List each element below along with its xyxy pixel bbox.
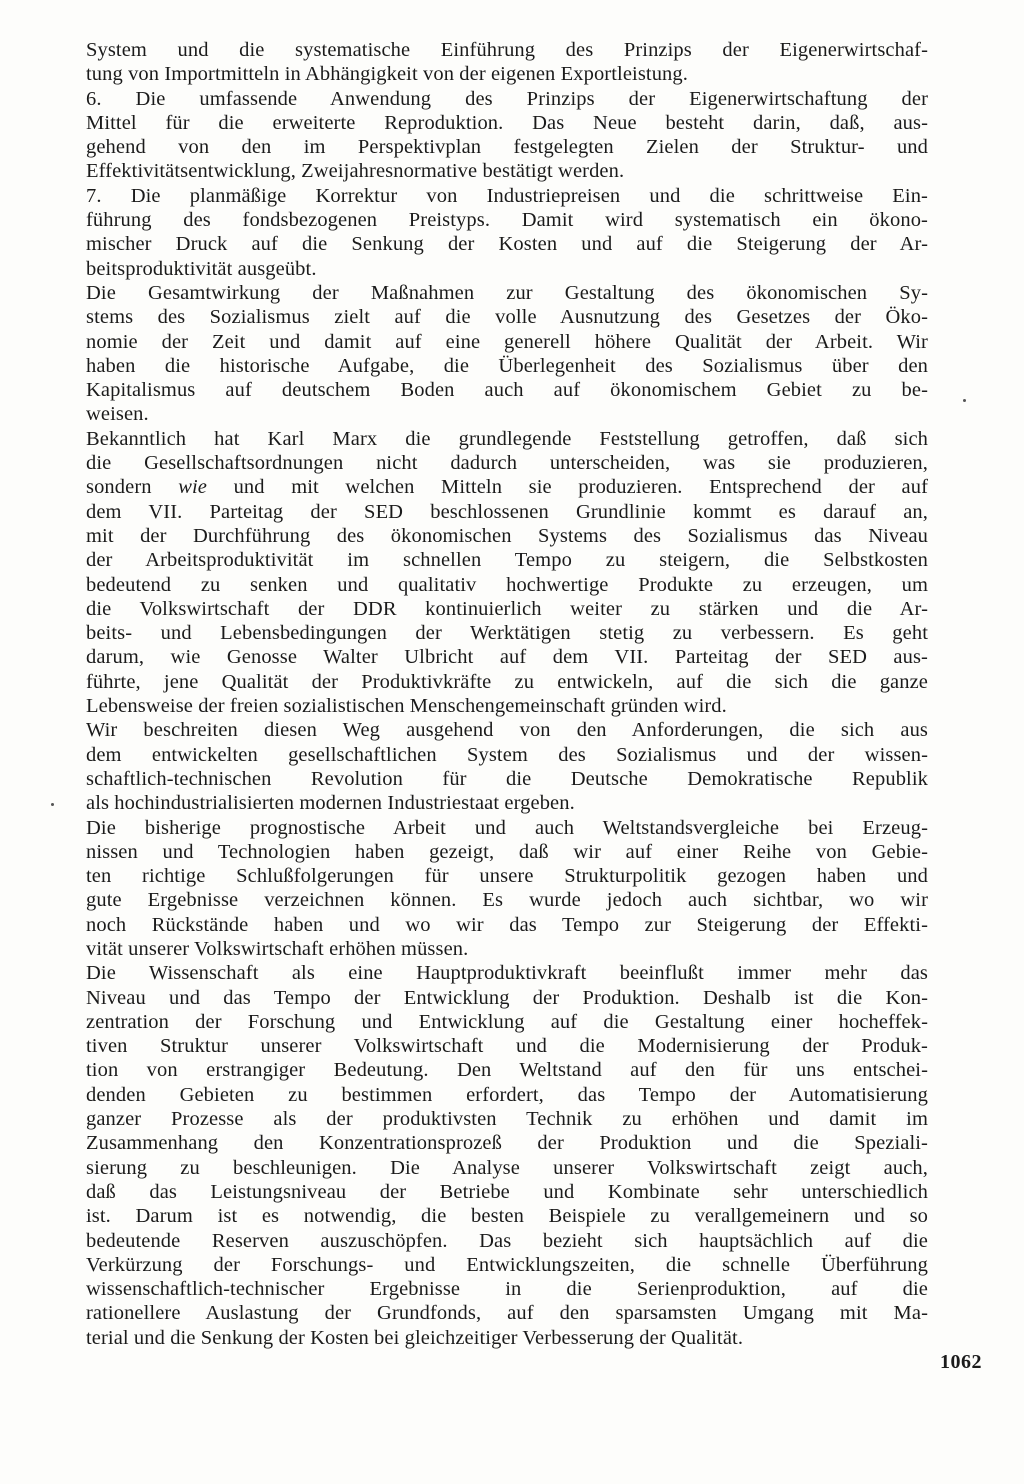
text-line: führung des fondsbezogenen Preistyps. Damit wird systematisch ein ökono- [86,209,928,232]
text-line: ten richtige Schlußfolgerungen für unsere Strukturpolitik gezogen haben und [86,865,928,888]
text-line: bedeutende Reserven auszuschöpfen. Das bezieht sich hauptsächlich auf die [86,1229,928,1252]
text-line: die Volkswirtschaft der DDR kontinuierlich weiter zu stärken und die Ar- [86,597,928,620]
text-line: gute Ergebnisse verzeichnen können. Es wurde jedoch auch sichtbar, wo wir [86,889,928,912]
text-line: mischer Druck auf die Senkung der Kosten und auf die Steigerung der Ar- [86,233,928,256]
text-line: führte, jene Qualität der Produktivkräfte zu entwickeln, auf die sich die ganze [86,670,928,693]
text-line: dem entwickelten gesellschaftlichen System des Sozialismus und der wissen- [86,743,928,766]
text-line: dem VII. Parteitag der SED beschlossenen Grundlinie kommt es darauf an, [86,500,928,523]
text-line: haben die historische Aufgabe, die Überlegenheit des Sozialismus über den [86,354,928,377]
text-line: Lebensweise der freien sozialistischen Menschengemeinschaft gründen wird. [86,695,727,718]
text-line: Bekanntlich hat Karl Marx die grundlegende Feststellung getroffen, daß sich [86,427,928,450]
margin-dot [963,399,966,402]
text-line: darum, wie Genosse Walter Ulbricht auf dem VII. Parteitag der SED aus- [86,646,928,669]
text-line: nomie der Zeit und damit auf eine generell höhere Qualität der Arbeit. Wir [86,330,928,353]
text-line: Die bisherige prognostische Arbeit und auch Weltstandsvergleiche bei Erzeug- [86,816,928,839]
text-line: die Gesellschaftsordnungen nicht dadurch unterscheiden, was sie produzieren, [86,452,928,475]
emphasis: wie [178,476,207,499]
text-line: stems des Sozialismus zielt auf die volle Ausnutzung des Gesetzes der Öko- [86,306,928,329]
text-line: tiven Struktur unserer Volkswirtschaft und die Modernisierung der Produk- [86,1035,928,1058]
text-line: daß das Leistungsniveau der Betriebe und Kombinate sehr unterschiedlich [86,1180,928,1203]
text-line: terial und die Senkung der Kosten bei gleichzeitiger Verbesserung der Qualität. [86,1326,744,1349]
text-line: schaftlich-technischen Revolution für die Deutsche Demokratische Republik [86,767,928,790]
margin-dot [51,803,54,806]
text-line: 6. Die umfassende Anwendung des Prinzips der Eigenerwirtschaftung der [86,87,928,110]
text-line: tion von erstrangiger Bedeutung. Den Weltstand auf den für uns entschei- [86,1059,928,1082]
text-line: nissen und Technologien haben gezeigt, daß wir auf einer Reihe von Gebie- [86,840,928,863]
text-line: Die Gesamtwirkung der Maßnahmen zur Gestaltung des ökonomischen Sy- [86,281,928,304]
text-line: sondern wie und mit welchen Mitteln sie produzieren. Entsprechend der auf [86,476,928,499]
text-line: wissenschaftlich-technischer Ergebnisse in die Serienproduktion, auf die [86,1278,928,1301]
text-line: System und die systematische Einführung des Prinzips der Eigenerwirtschaf- [86,39,928,61]
page-number: 1062 [940,1351,982,1373]
text-line: Die Wissenschaft als eine Hauptproduktivkraft beeinflußt immer mehr das [86,962,928,985]
text-line: ganzer Prozesse als der produktivsten Technik zu erhöhen und damit im [86,1108,928,1131]
text-line: rationellere Auslastung der Grundfonds, auf den sparsamsten Umgang mit Ma- [86,1302,928,1325]
text-line: Effektivitätsentwicklung, Zweijahresnormative bestätigt werden. [86,160,625,183]
text-line: sierung zu beschleunigen. Die Analyse unserer Volkswirtschaft zeigt auch, [86,1156,928,1179]
text-line: zentration der Forschung und Entwicklung auf die Gestaltung einer hocheffek- [86,1010,928,1033]
text-line: der Arbeitsproduktivität im schnellen Tempo zu steigern, die Selbstkosten [86,549,928,572]
text-line: Verkürzung der Forschungs- und Entwicklungszeiten, die schnelle Überführung [86,1253,928,1276]
text-line: vität unserer Volkswirtschaft erhöhen müssen. [86,937,469,960]
text-line: Kapitalismus auf deutschem Boden auch auf ökonomischem Gebiet zu be- [86,379,928,402]
text-line: tung von Importmitteln in Abhängigkeit von der eigenen Exportleistung. [86,63,688,86]
text-line: 7. Die planmäßige Korrektur von Industriepreisen und die schrittweise Ein- [86,184,928,207]
text-line: ist. Darum ist es notwendig, die besten Beispiele zu verallgemeinern und so [86,1205,928,1228]
text-line: Niveau und das Tempo der Entwicklung der Produktion. Deshalb ist die Kon- [86,986,928,1009]
text-line: beits- und Lebensbedingungen der Werktätigen stetig zu verbessern. Es geht [86,622,928,645]
text-line: beitsproduktivität ausgeübt. [86,257,317,280]
text-line: gehend von den im Perspektivplan festgelegten Zielen der Struktur- und [86,136,928,159]
text-line: noch Rückstände haben und wo wir das Tempo zur Steigerung der Effekti- [86,913,928,936]
text-line: Wir beschreiten diesen Weg ausgehend von den Anforderungen, die sich aus [86,719,928,742]
text-line: Zusammenhang den Konzentrationsprozeß der Produktion und die Speziali- [86,1132,928,1155]
text-line: mit der Durchführung des ökonomischen Systems des Sozialismus das Niveau [86,524,928,547]
text-line: bedeutend zu senken und qualitativ hochwertige Produkte zu erzeugen, um [86,573,928,596]
text-line: weisen. [86,403,149,426]
text-line: als hochindustrialisierten modernen Industriestaat ergeben. [86,792,575,815]
text-line: denden Gebieten zu bestimmen erfordert, das Tempo der Automatisierung [86,1083,928,1106]
body-text [86,38,928,1350]
text-line: Mittel für die erweiterte Reproduktion. Das Neue besteht darin, daß, aus- [86,111,928,134]
